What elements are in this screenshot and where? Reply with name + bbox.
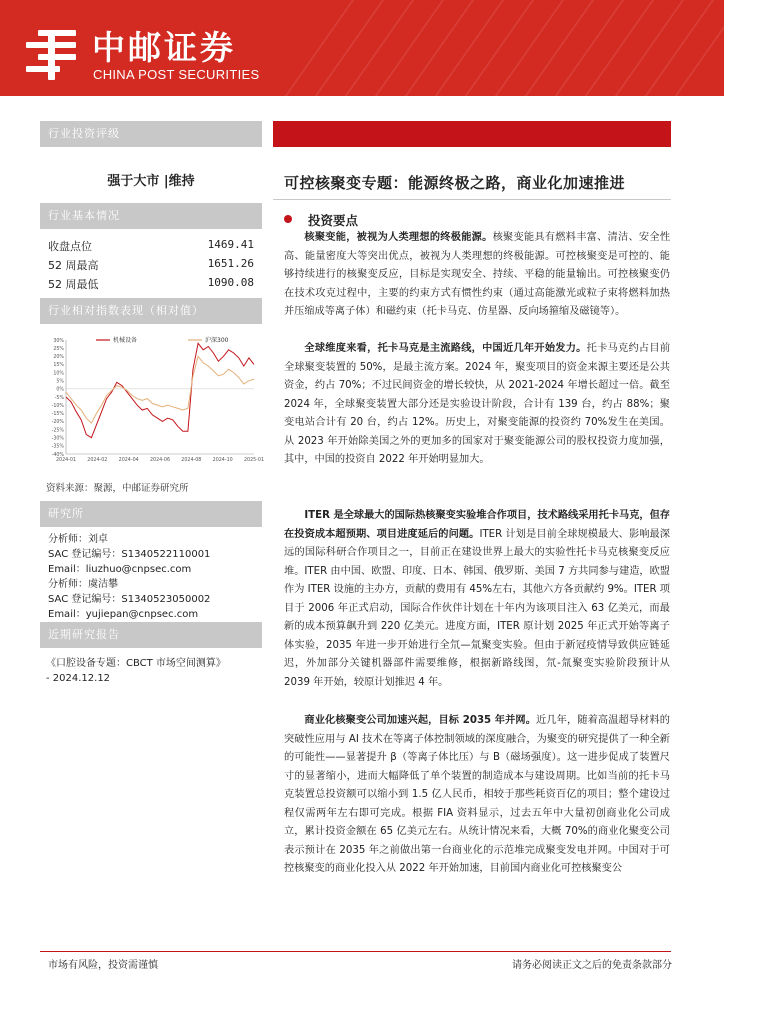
footer-divider bbox=[40, 951, 671, 952]
title-accent-bar bbox=[273, 121, 671, 147]
y-tick-label: 10% bbox=[53, 371, 64, 377]
analyst-name: 分析师：虞洁攀 bbox=[48, 579, 118, 590]
y-tick-label: -35% bbox=[51, 444, 64, 450]
y-tick-label: 15% bbox=[53, 363, 64, 369]
y-tick-label: -5% bbox=[54, 395, 64, 401]
relative-performance-chart bbox=[40, 330, 265, 465]
rating-header: 行业投资评级 bbox=[40, 121, 262, 147]
paragraph-body: 托卡马克约占目前全球聚变装置的 50%，是最主流方案。2024 年，聚变项目的资金来源主要还是公共资金，约占 70%；不过民间资金的增长较快，从 2021-2024 年增长超过一倍。截至 2024 年，全球聚变装置大部分还是实验设计阶段，合计有 139 台，约占 88%；聚变电站合计有 20 台，约占 12%。历史上，对聚变能源的投资约 70%发生在美国。从 2023 年开始除美国之外的更加多的国家对于聚变能源公司的股权投资力度加强，其中，中国的投资自 2022 年开始明显加大。 bbox=[284, 343, 671, 466]
analyst-email[interactable]: Email：yujiepan@cnpsec.com bbox=[48, 609, 199, 620]
paragraph-body: ITER 计划是目前全球规模最大、影响最深远的国际科研合作项目之一，目前正在建设世界上最大的实验性托卡马克核聚变反应堆。ITER 由中国、欧盟、印度、日本、韩国、俄罗斯、美国 7 方共同参与建造，欧盟作为 ITER 设施的主办方，贡献的费用有 45%左右，其他六方各贡献约 9%。ITER 项目于 2006 年正式启动，国际合作伙伴计划在十年内为该项目注入 63 亿美元，而最新的成本预算飙升到 220 亿美元。进度方面，ITER 原计划 2025 年正式开始等离子体实验，2035 年进一步开始进行全氘—氚聚变实验。但由于新冠疫情导致供应链延迟，外加部分关键机器部件需要维修，根据新路线图，氘-氚聚变实验阶段预计从 2039 年开始，较原计划推迟 4 年。 bbox=[284, 528, 670, 688]
series-line bbox=[66, 343, 254, 437]
y-tick-label: -30% bbox=[51, 436, 64, 442]
paragraph-lead: ITER 是全球最大的国际热核聚变实验堆合作项目，技术路线采用托卡马克，但存在投资成本超预期、项目进度延后的问题。 bbox=[284, 510, 670, 540]
china-post-logo-icon bbox=[24, 28, 78, 82]
paragraph-body: 核聚变能具有燃料丰富、清洁、安全性高、能量密度大等突出优点，被视为人类理想的终极能源。可控核聚变是可控的、能够持续进行的核聚变反应，目标是实现安全、持续、平稳的能量输出。可控核聚变仍在技术攻克过程中，主要的约束方式有惯性约束（通过高能激光或粒子束将燃料加热并压缩成等离子体）和磁约束（托卡马克、仿星器、反向场箍缩及磁镜等）。 bbox=[284, 232, 671, 318]
x-tick-label: 2024-08 bbox=[181, 458, 202, 463]
basics-value: 1651.26 bbox=[207, 257, 254, 270]
basics-label: 收盘点位 bbox=[48, 240, 92, 253]
recent-report-date: - 2024.12.12 bbox=[46, 673, 111, 684]
x-tick-label: 2024-10 bbox=[212, 458, 233, 463]
paragraph-lead: 商业化核聚变公司加速兴起，目标 2035 年并网。 bbox=[304, 715, 537, 726]
brand-name-en: CHINA POST SECURITIES bbox=[93, 67, 260, 82]
y-tick-label: -10% bbox=[51, 403, 64, 409]
research-header: 研究所 bbox=[40, 501, 262, 527]
basics-header: 行业基本情况 bbox=[40, 203, 262, 229]
analyst-name: 分析师：刘卓 bbox=[48, 534, 108, 545]
body-paragraph bbox=[284, 712, 670, 879]
body-paragraph bbox=[284, 340, 670, 470]
y-tick-label: -40% bbox=[51, 452, 64, 458]
paragraph-lead: 全球维度来看，托卡马克是主流路线，中国近几年开始发力。 bbox=[304, 343, 587, 354]
y-tick-label: 20% bbox=[53, 355, 64, 361]
title-divider bbox=[273, 199, 671, 200]
x-tick-label: 2024-04 bbox=[118, 458, 139, 463]
legend-label: 机械设备 bbox=[113, 337, 138, 344]
x-tick-label: 2025-01 bbox=[243, 458, 265, 463]
paragraph-lead: 核聚变能，被视为人类理想的终极能源。 bbox=[304, 232, 493, 243]
basics-label: 52 周最低 bbox=[48, 278, 99, 291]
disclaimer-notice: 请务必阅读正文之后的免责条款部分 bbox=[512, 960, 672, 971]
y-tick-label: -20% bbox=[51, 420, 64, 426]
legend-label: 沪深300 bbox=[205, 337, 229, 344]
y-tick-label: 30% bbox=[53, 338, 64, 344]
industry-rating: 强于大市 |维持 bbox=[107, 174, 195, 189]
y-tick-label: -15% bbox=[51, 412, 64, 418]
section-bullet bbox=[284, 215, 292, 223]
performance-header: 行业相对指数表现（相对值） bbox=[40, 298, 262, 324]
recent-report-title[interactable]: 《口腔设备专题：CBCT 市场空间测算》 bbox=[46, 658, 226, 669]
y-tick-label: 5% bbox=[56, 379, 64, 385]
header-banner bbox=[0, 0, 724, 96]
paragraph-body: 近几年，随着高温超导材料的突破性应用与 AI 技术在等离子体控制领域的深度融合，为聚变的研究提供了一种全新的可能性——显著提升 β（等离子体比压）与 B（磁场强度）。这一进步促成了装置尺寸的显著缩小，进而大幅降低了单个装置的制造成本与建设周期。比如当前的托卡马克装置总投资额可以缩小到 1.5 亿人民币，相较于那些耗资百亿的项目；整个建设过程仅需两年左右即可完成。根据 FIA 资料显示，过去五年中大量初创商业化公司成立，累计投资金额在 65 亿美元左右。从统计情况来看，大概 70%的商业化聚变公司表示预计在 2035 年之前做出第一台商业化的示范堆完成聚变发电并网。中国对于可控核聚变的商业化投入从 2022 年开始加速，目前国内商业化可控核聚变公 bbox=[284, 715, 670, 875]
analyst-sac: SAC 登记编号：S1340523050002 bbox=[48, 594, 211, 605]
body-paragraph bbox=[284, 507, 670, 692]
analyst-email[interactable]: Email：liuzhuo@cnpsec.com bbox=[48, 564, 192, 575]
basics-value: 1090.08 bbox=[207, 276, 254, 289]
x-tick-label: 2024-02 bbox=[87, 458, 108, 463]
x-tick-label: 2024-01 bbox=[55, 458, 77, 463]
brand-name-cn: 中邮证券 bbox=[92, 28, 236, 67]
recent-reports-header: 近期研究报告 bbox=[40, 622, 262, 648]
risk-disclaimer: 市场有风险，投资需谨慎 bbox=[48, 960, 158, 971]
basics-value: 1469.41 bbox=[207, 238, 254, 251]
chart-source: 资料来源：聚源，中邮证券研究所 bbox=[46, 483, 189, 494]
y-tick-label: -25% bbox=[51, 428, 64, 434]
y-tick-label: 25% bbox=[53, 346, 64, 352]
section-heading: 投资要点 bbox=[308, 213, 359, 228]
x-tick-label: 2024-06 bbox=[149, 458, 171, 463]
y-tick-label: 0% bbox=[56, 387, 64, 393]
series-line bbox=[66, 356, 254, 423]
analyst-sac: SAC 登记编号：S1340522110001 bbox=[48, 549, 211, 560]
body-paragraph bbox=[284, 229, 670, 322]
report-title: 可控核聚变专题：能源终极之路，商业化加速推进 bbox=[284, 174, 626, 192]
basics-label: 52 周最高 bbox=[48, 259, 99, 272]
